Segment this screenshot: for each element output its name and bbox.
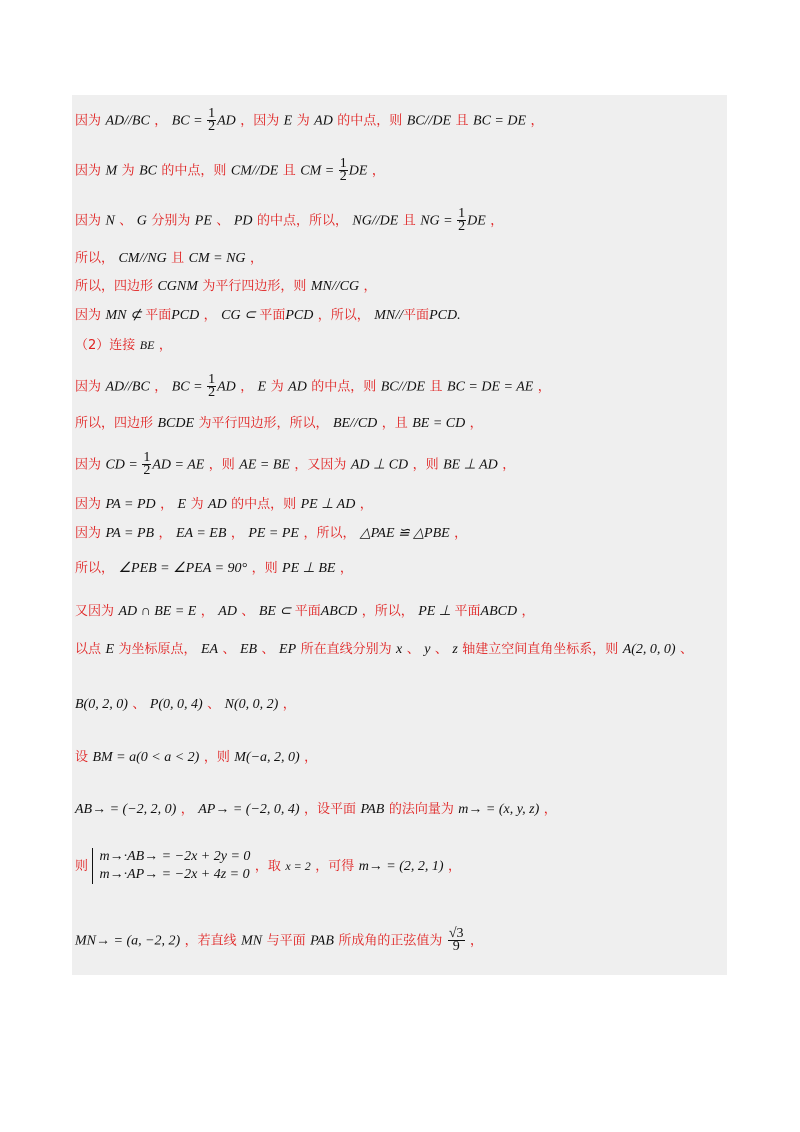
math: PE ⊥ [418, 604, 455, 619]
text: 所以， [75, 561, 115, 576]
text: ， [240, 379, 254, 395]
text: 因为 [75, 497, 102, 512]
text: 的中点，则 [231, 497, 297, 512]
solution-line [75, 602, 535, 621]
text: 则 [75, 859, 89, 874]
math: CM = NG [188, 251, 246, 266]
fraction-numerator: 1 [208, 372, 216, 387]
math: BCDE [157, 416, 195, 431]
text: 因为 [75, 213, 102, 229]
math: PAB [360, 802, 385, 817]
fraction-denominator: 9 [452, 939, 460, 954]
text: 、 [241, 604, 255, 619]
math: E [105, 642, 115, 657]
fraction-denominator: 2 [458, 219, 466, 234]
fraction-denominator: 2 [143, 463, 151, 478]
fraction [207, 374, 216, 399]
text: ， [154, 113, 168, 129]
text: ，则 [208, 457, 235, 473]
solution-line [75, 208, 503, 233]
solution-line [75, 695, 296, 714]
text: ， [530, 113, 544, 129]
math: PD [233, 213, 253, 229]
fraction-numerator: 1 [208, 106, 216, 121]
text: ，则 [203, 750, 230, 765]
text: 分别为 [151, 213, 191, 229]
text: ， [230, 526, 244, 541]
math: EA [200, 642, 219, 657]
text: 与平面 [266, 933, 306, 949]
math: DE [467, 213, 486, 229]
solution-line [75, 306, 461, 325]
math: M(−a, 2, 0) [234, 750, 300, 765]
text: 为 [270, 379, 284, 395]
math: . [457, 308, 461, 323]
fraction-numerator: √3 [448, 926, 464, 941]
text: ，因为 [240, 113, 280, 129]
text: 且 [402, 213, 416, 229]
text: ，设平面 [304, 802, 357, 817]
text: ， [454, 526, 468, 541]
text: 、 [132, 697, 146, 712]
solution-line [75, 452, 515, 477]
fraction-numerator: 1 [143, 450, 151, 465]
math: BC//DE [406, 113, 452, 129]
text: ，则 [412, 457, 439, 473]
text: 又因为 [75, 604, 115, 619]
text: 为坐标原点， [118, 642, 197, 657]
text: 因为 [75, 526, 102, 541]
math: z [452, 642, 458, 657]
math: NG//DE [352, 213, 399, 229]
text: ， [158, 526, 172, 541]
text: 的法向量为 [388, 802, 454, 817]
text: 、 [222, 642, 236, 657]
math: AD [217, 113, 236, 129]
text: ， [490, 213, 504, 229]
math: ABCD [320, 604, 358, 619]
text: 、 [680, 642, 694, 657]
text: 平面 [403, 308, 430, 323]
math: BE ⊥ AD [443, 457, 498, 473]
text: ， [469, 416, 483, 431]
math: AD [208, 497, 227, 512]
solution-line [75, 748, 317, 767]
text: 为 [190, 497, 204, 512]
text: ， [203, 308, 217, 323]
text: 且 [171, 251, 185, 266]
fraction [207, 108, 216, 133]
text: 的中点，则 [161, 163, 227, 179]
math: NG = [420, 213, 457, 229]
math: BC//DE [380, 379, 426, 395]
text: ， [371, 163, 385, 179]
math: AD [217, 379, 236, 395]
math: PE [194, 213, 212, 229]
text: 且 [282, 163, 296, 179]
text: 平面 [145, 308, 172, 323]
math: m→ = (2, 2, 1) [358, 859, 444, 874]
text: 所以，四边形 [75, 279, 154, 294]
solution-line [75, 374, 551, 399]
math: PAB [310, 933, 334, 949]
fraction-denominator: 2 [339, 169, 347, 184]
math: CD = [105, 457, 142, 473]
math: AP→ = (−2, 0, 4) [198, 802, 300, 817]
math: AD [314, 113, 333, 129]
math: PE ⊥ BE [282, 561, 336, 576]
math: MN→ = (a, −2, 2) [75, 933, 181, 949]
math: BC [139, 163, 157, 179]
math: BM = a(0 < a < 2) [92, 750, 200, 765]
text: 以点 [75, 642, 102, 657]
math: B(0, 2, 0) [75, 697, 128, 712]
text: ， [200, 604, 214, 619]
math: EA = EB [176, 526, 227, 541]
text: ，所以， [303, 526, 356, 541]
fraction-denominator: 2 [208, 385, 216, 400]
text: ，又因为 [294, 457, 347, 473]
math: E [283, 113, 293, 129]
math: PA = PB [105, 526, 155, 541]
text: ，若直线 [184, 933, 237, 949]
text: 轴建立空间直角坐标系，则 [462, 642, 619, 657]
math: BE = CD [412, 416, 466, 431]
text: ， [304, 750, 318, 765]
math: PE = PE [248, 526, 299, 541]
math: MN// [374, 308, 404, 323]
math: y [424, 642, 431, 657]
text: 、 [119, 213, 133, 229]
text: 的中点，则 [337, 113, 403, 129]
text: ， [249, 251, 263, 266]
text: 平面 [454, 604, 481, 619]
text: 为平行四边形，所以， [198, 416, 329, 431]
solution-line [75, 524, 467, 543]
math: BE//CD [332, 416, 378, 431]
text: ， [180, 802, 194, 817]
math: m→ = (x, y, z) [458, 802, 540, 817]
text: ， [160, 497, 174, 512]
text: ，取 [254, 859, 281, 874]
fraction-numerator: 1 [458, 206, 466, 221]
text: 、 [207, 697, 221, 712]
fraction [142, 452, 151, 477]
math: BC = DE = AE [447, 379, 534, 395]
solution-line [75, 108, 543, 133]
text: 的中点，所以， [256, 213, 348, 229]
math: G [136, 213, 147, 229]
text: ， [448, 859, 462, 874]
text: ，则 [251, 561, 278, 576]
text: ，所以， [361, 604, 414, 619]
math: PCD [171, 308, 200, 323]
text: 因为 [75, 113, 102, 129]
solution-line [75, 336, 172, 355]
fraction [448, 928, 465, 953]
text: 平面 [259, 308, 286, 323]
math: PA = PD [105, 497, 156, 512]
math: MN [241, 933, 263, 949]
text: 为平行四边形，则 [202, 279, 307, 294]
text: 、 [434, 642, 448, 657]
math: PCD [429, 308, 458, 323]
math: BC = DE [473, 113, 527, 129]
equation: m→·AB→ = −2x + 2y = 0 [99, 849, 251, 864]
math: CGNM [157, 279, 198, 294]
text: ， [158, 338, 172, 353]
text: ， [339, 561, 353, 576]
text: 所以， [75, 251, 115, 266]
solution-line [75, 495, 373, 514]
math: N(0, 0, 2) [224, 697, 279, 712]
solution-line [75, 640, 693, 659]
math: AD ⊥ CD [350, 457, 409, 473]
math: BE ⊂ [258, 604, 295, 619]
math: BC = [171, 379, 207, 395]
text: 因为 [75, 308, 102, 323]
text: ， [359, 497, 373, 512]
math: AD [288, 379, 307, 395]
fraction-numerator: 1 [339, 156, 347, 171]
text: 所在直线分别为 [300, 642, 392, 657]
math: N [105, 213, 115, 229]
text: ， [502, 457, 516, 473]
math: AD = AE [152, 457, 205, 473]
math: MN ⊄ [105, 308, 146, 323]
math: CM//DE [230, 163, 279, 179]
solution-line [75, 928, 483, 953]
text: ， [543, 802, 557, 817]
math: A(2, 0, 0) [622, 642, 676, 657]
solution-line [75, 848, 461, 884]
solution-line [75, 158, 385, 183]
text: 且 [429, 379, 443, 395]
text: ， [154, 379, 168, 395]
math: CG ⊂ [221, 308, 260, 323]
math: AB→ = (−2, 2, 0) [75, 802, 177, 817]
solution-line [75, 800, 557, 819]
math: PCD [285, 308, 314, 323]
math: AD//BC [105, 379, 150, 395]
text: 设 [75, 750, 89, 765]
math: CM = [300, 163, 338, 179]
text: ， [363, 279, 377, 294]
math: EB [239, 642, 258, 657]
text: ，可得 [315, 859, 355, 874]
text: ， [537, 379, 551, 395]
text: 因为 [75, 457, 102, 473]
math: BC = [171, 113, 207, 129]
text: ，且 [381, 416, 408, 431]
text: 所以，四边形 [75, 416, 154, 431]
text: ， [469, 933, 483, 949]
math: P(0, 0, 4) [149, 697, 203, 712]
equation-system [92, 848, 250, 884]
fraction-denominator: 2 [208, 119, 216, 134]
text: ， [282, 697, 296, 712]
math: M [105, 163, 118, 179]
math: x = 2 [285, 859, 311, 873]
math: PE ⊥ AD [300, 497, 356, 512]
math: △PAE ≌ △PBE [359, 526, 450, 541]
math: AD ∩ BE = E [118, 604, 197, 619]
fraction [339, 158, 348, 183]
text: 为 [121, 163, 135, 179]
text: 且 [455, 113, 469, 129]
math: CM//NG [118, 251, 167, 266]
text: 、 [216, 213, 230, 229]
math: MN//CG [310, 279, 360, 294]
text: （2）连接 [75, 338, 136, 353]
fraction [457, 208, 466, 233]
math: AD [218, 604, 237, 619]
math: x [396, 642, 403, 657]
solution-line [75, 249, 263, 268]
math: AD//BC [105, 113, 150, 129]
math: DE [348, 163, 368, 179]
solution-line [75, 277, 377, 296]
math: ∠PEB = ∠PEA = 90° [118, 561, 248, 576]
math: BE [139, 338, 155, 352]
text: 平面 [294, 604, 321, 619]
math: E [177, 497, 187, 512]
math: EP [279, 642, 297, 657]
equation: m→·AP→ = −2x + 4z = 0 [99, 867, 250, 882]
text: 、 [406, 642, 420, 657]
math: E [257, 379, 267, 395]
math: AE = BE [239, 457, 290, 473]
text: 因为 [75, 163, 102, 179]
text: 因为 [75, 379, 102, 395]
text: 所成角的正弦值为 [338, 933, 443, 949]
text: 为 [296, 113, 310, 129]
solution-line [75, 559, 353, 578]
text: ，所以， [317, 308, 370, 323]
text: 、 [261, 642, 275, 657]
solution-line [75, 414, 483, 433]
text: ， [521, 604, 535, 619]
math: ABCD [480, 604, 518, 619]
text: 的中点，则 [311, 379, 377, 395]
